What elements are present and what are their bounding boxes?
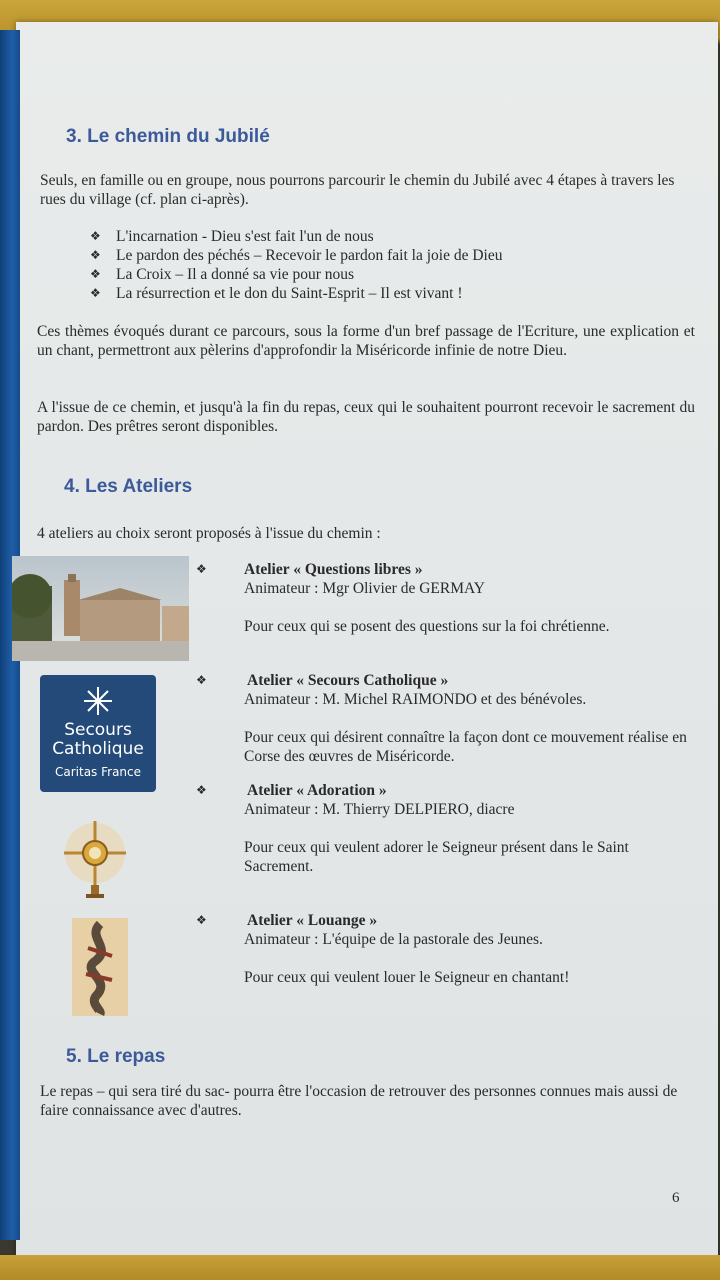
atelier-description: Pour ceux qui veulent louer le Seigneur en chantant! — [244, 969, 570, 986]
list-item: ❖ L'incarnation - Dieu s'est fait l'un de nous — [90, 228, 374, 245]
diamond-bullet-icon: ❖ — [196, 783, 207, 797]
atelier-description: Pour ceux qui désirent connaître la façon dont ce mouvement réalise en Corse des œuvres de Miséricorde. — [244, 729, 687, 765]
cross-logo-icon — [80, 683, 116, 719]
diamond-bullet-icon: ❖ — [90, 229, 101, 243]
diamond-bullet-icon: ❖ — [90, 267, 101, 281]
section-5-heading: 5. Le repas — [66, 1046, 166, 1067]
section-3-para2: A l'issue de ce chemin, et jusqu'à la fin du repas, ceux qui le souhaitent pourront recevoir le sacrement du pardon. Des prêtres seront disponibles. — [37, 399, 695, 435]
diamond-bullet-icon: ❖ — [90, 286, 101, 300]
monstrance-image — [58, 815, 133, 900]
section-4-intro: 4 ateliers au choix seront proposés à l'issue du chemin : — [37, 525, 381, 542]
atelier-animator: Animateur : M. Thierry DELPIERO, diacre — [244, 801, 515, 818]
atelier-animator: Animateur : Mgr Olivier de GERMAY — [244, 580, 485, 597]
secours-catholique-logo — [40, 675, 156, 792]
atelier-animator: Animateur : M. Michel RAIMONDO et des bénévoles. — [244, 691, 587, 708]
atelier-title: Atelier « Louange » — [247, 912, 378, 929]
atelier-description: Pour ceux qui veulent adorer le Seigneur présent dans le Saint Sacrement. — [244, 839, 629, 875]
list-item: ❖ La résurrection et le don du Saint-Esprit – Il est vivant ! — [90, 285, 463, 302]
atelier-animator: Animateur : L'équipe de la pastorale des Jeunes. — [244, 931, 543, 948]
atelier-description: Pour ceux qui se posent des questions sur la foi chrétienne. — [244, 618, 610, 635]
atelier-title: Atelier « Questions libres » — [244, 561, 423, 578]
diamond-bullet-icon: ❖ — [196, 913, 207, 927]
logo-line1: Secours — [64, 720, 132, 740]
diamond-bullet-icon: ❖ — [196, 673, 207, 687]
jubilee-steps-list — [90, 227, 503, 303]
section-3-heading: 3. Le chemin du Jubilé — [66, 126, 270, 147]
diamond-bullet-icon: ❖ — [196, 562, 207, 576]
atelier-title: Atelier « Secours Catholique » — [247, 672, 449, 689]
list-item: ❖ La Croix – Il a donné sa vie pour nous — [90, 266, 355, 283]
logo-line2: Catholique — [52, 739, 144, 759]
atelier-title: Atelier « Adoration » — [247, 782, 387, 799]
church-photo — [12, 556, 189, 661]
section-3-intro: Seuls, en famille ou en groupe, nous pourrons parcourir le chemin du Jubilé avec 4 étapes à travers les rues du village (cf. plan ci-après). — [40, 172, 675, 208]
section-3-para1: Ces thèmes évoqués durant ce parcours, sous la forme d'un bref passage de l'Ecriture, une explication et un chant, permettront aux pèlerins d'approfondir la Miséricorde infinie de notre Dieu. — [37, 323, 695, 359]
louange-banner-image — [72, 918, 128, 1016]
section-4-heading: 4. Les Ateliers — [64, 476, 193, 497]
list-item: ❖ Le pardon des péchés – Recevoir le pardon fait la joie de Dieu — [90, 247, 503, 264]
diamond-bullet-icon: ❖ — [90, 248, 101, 262]
folder-edge — [0, 1255, 720, 1280]
logo-line3: Caritas France — [54, 765, 142, 779]
page-number: 6 — [672, 1190, 680, 1206]
section-5-text: Le repas – qui sera tiré du sac- pourra être l'occasion de retrouver des personnes connues mais aussi de faire connaissance avec d'autres. — [40, 1083, 678, 1119]
